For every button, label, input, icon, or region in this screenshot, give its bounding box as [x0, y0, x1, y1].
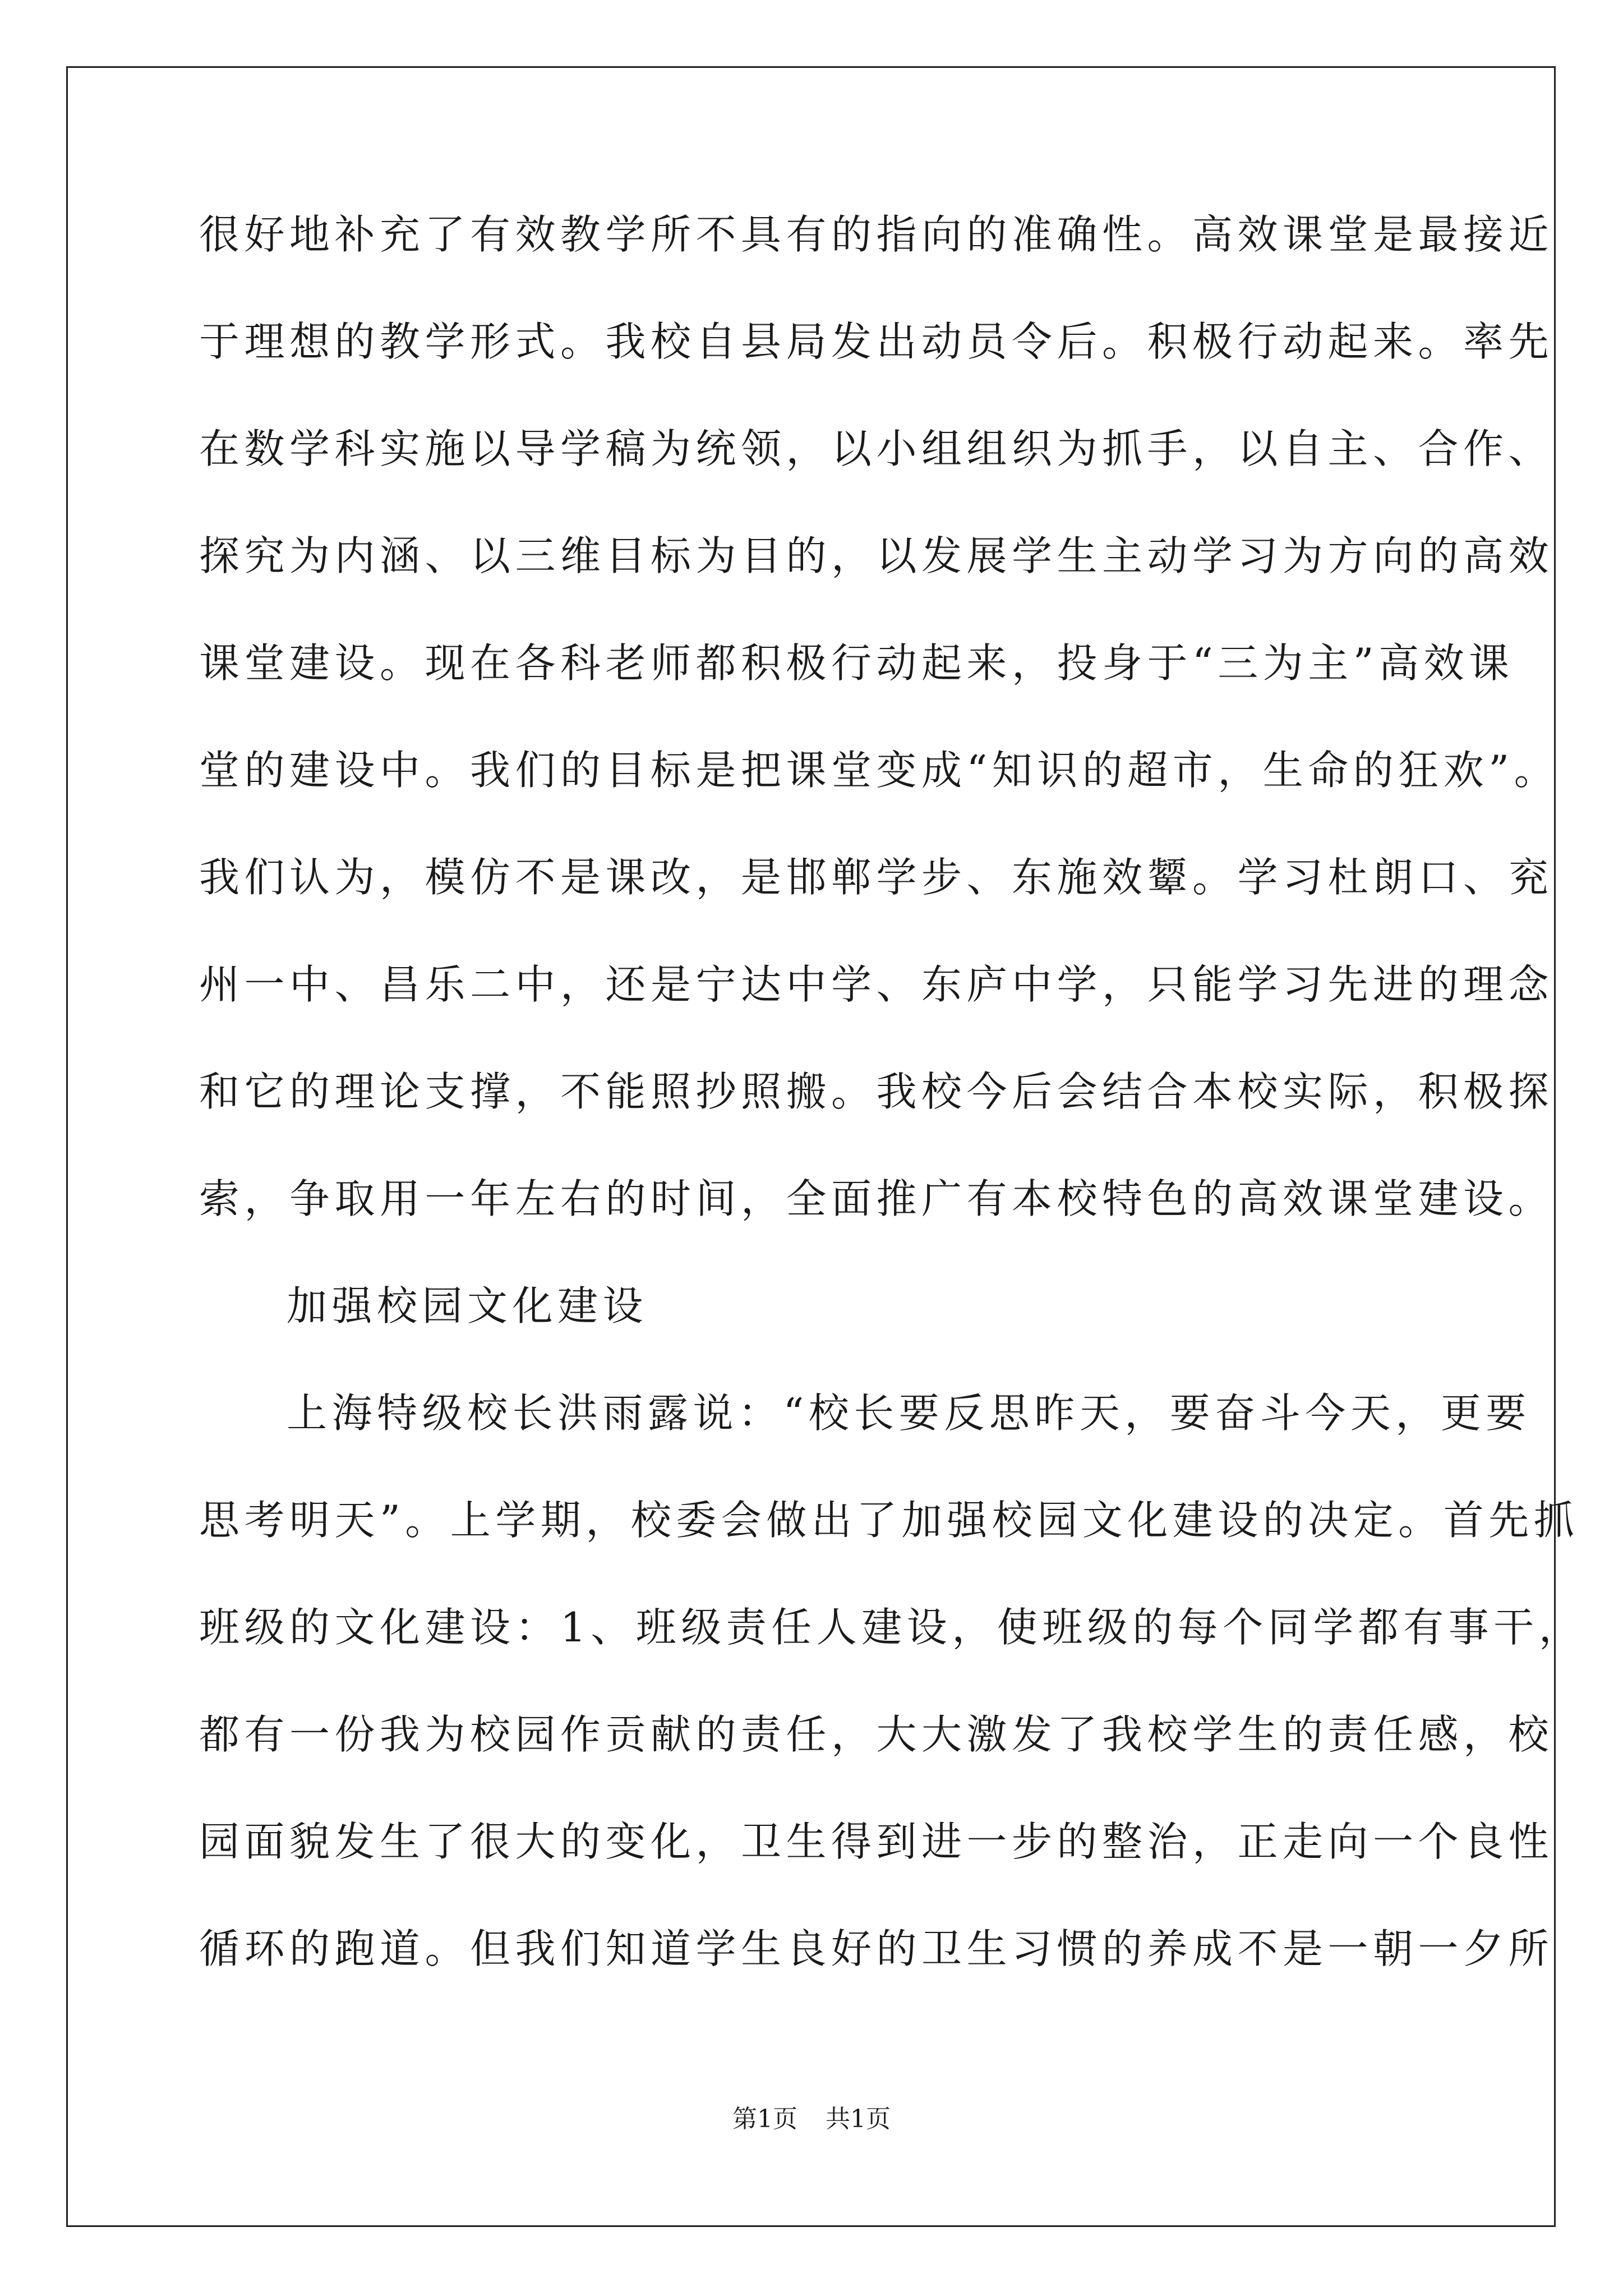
body-text-line: 和它的理论支撑，不能照抄照搬。我校今后会结合本校实际，积极探	[199, 1068, 1554, 1115]
body-text-line: 州一中、昌乐二中，还是宁达中学、东庐中学，只能学习先进的理念	[199, 961, 1554, 1008]
page-total: 共1页	[826, 2105, 891, 2133]
section-heading: 加强校园文化建设	[287, 1282, 648, 1329]
body-text-line: 在数学科实施以导学稿为统领，以小组组织为抓手，以自主、合作、	[199, 425, 1554, 472]
body-text-line: 都有一份我为校园作贡献的责任，大大激发了我校学生的责任感，校	[199, 1711, 1554, 1758]
body-text-line: 我们认为，模仿不是课改，是邯郸学步、东施效颦。学习杜朗口、兖	[199, 854, 1554, 901]
body-text-line: 很好地补充了有效教学所不具有的指向的准确性。高效课堂是最接近	[199, 211, 1554, 258]
body-text-line: 索，争取用一年左右的时间，全面推广有本校特色的高效课堂建设。	[199, 1175, 1554, 1222]
body-text-line: 课堂建设。现在各科老师都积极行动起来，投身于“三为主”高效课	[199, 639, 1514, 687]
page-number: 第1页	[732, 2105, 797, 2133]
body-text-line: 思考明天”。上学期，校委会做出了加强校园文化建设的决定。首先抓	[199, 1497, 1579, 1544]
body-text-line: 班级的文化建设：1、班级责任人建设，使班级的每个同学都有事干，	[199, 1604, 1584, 1651]
body-text-line: 上海特级校长洪雨露说：“校长要反思昨天，要奋斗今天，更要	[287, 1389, 1531, 1437]
body-text-line: 园面貌发生了很大的变化，卫生得到进一步的整治，正走向一个良性	[199, 1818, 1554, 1865]
document-body	[199, 208, 1584, 2029]
body-text-line: 循环的跑道。但我们知道学生良好的卫生习惯的养成不是一朝一夕所	[199, 1925, 1554, 1972]
body-text-line: 探究为内涵、以三维目标为目的，以发展学生主动学习为方向的高效	[199, 532, 1554, 579]
body-text-line: 堂的建设中。我们的目标是把课堂变成“知识的超市，生命的狂欢”。	[199, 747, 1560, 794]
body-text-line: 于理想的教学形式。我校自县局发出动员令后。积极行动起来。率先	[199, 318, 1554, 365]
page-footer	[0, 2102, 1623, 2136]
